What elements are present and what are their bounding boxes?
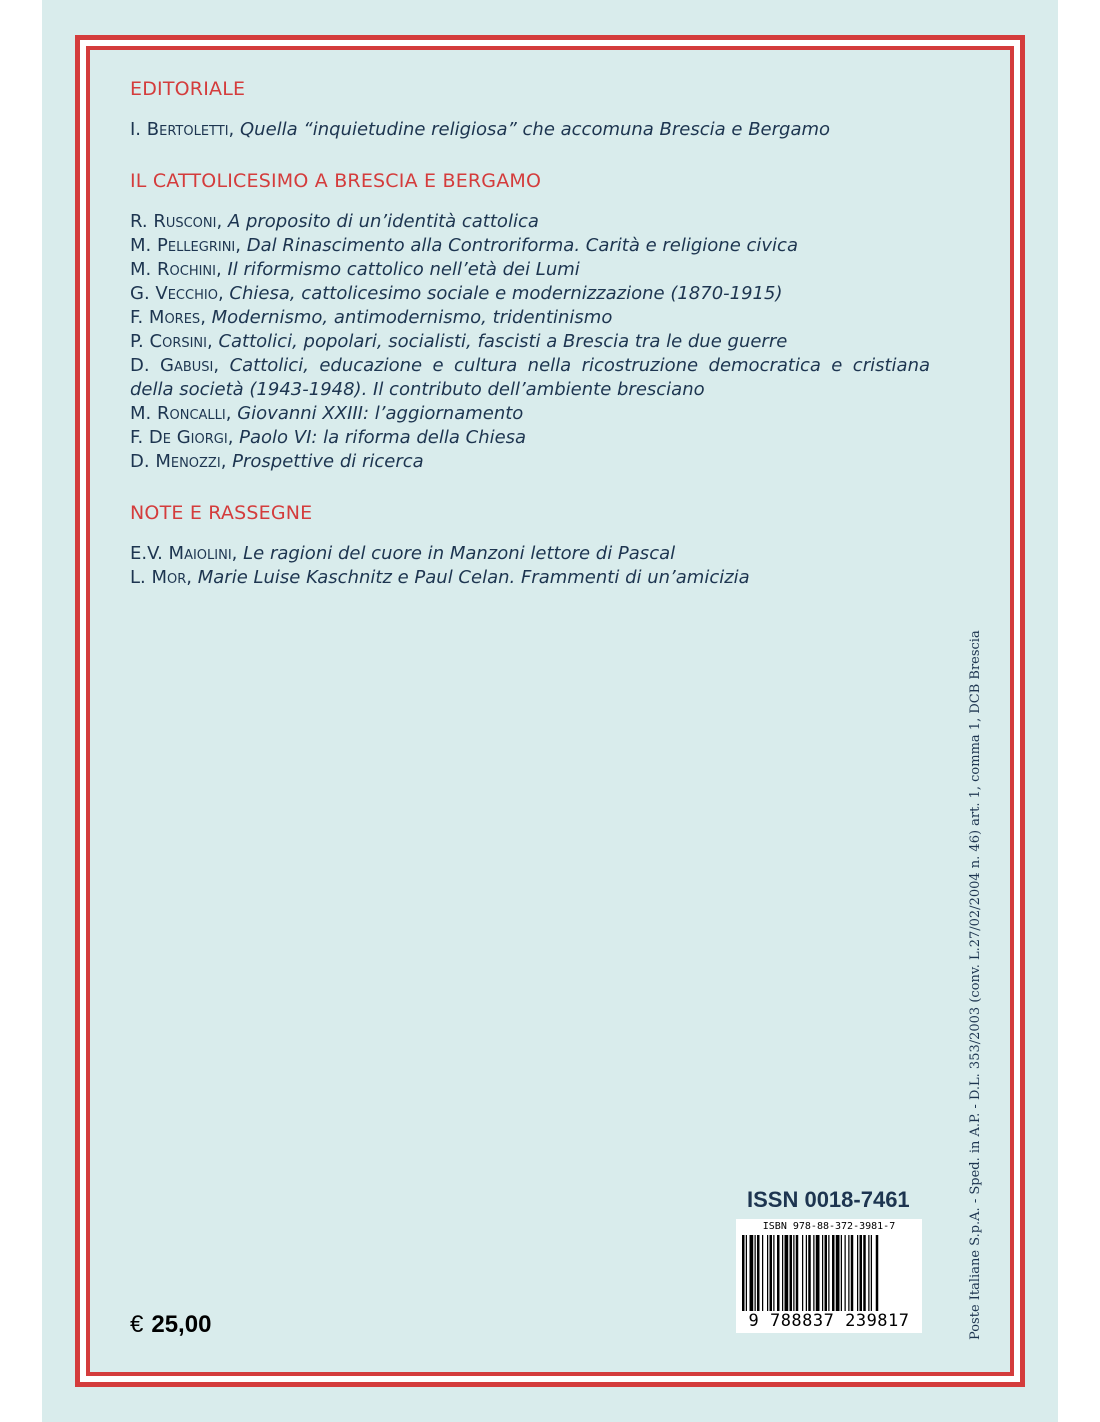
- currency-symbol: €: [130, 1311, 144, 1338]
- barcode-bars-icon: [740, 1235, 918, 1313]
- toc-entry: M. Pellegrini, Dal Rinascimento alla Controriforma. Carità e religione civica: [130, 235, 798, 256]
- section-title: NOTE E RASSEGNE: [130, 502, 313, 524]
- toc-entry: F. Mores, Modernismo, antimodernismo, tridentinismo: [130, 307, 613, 328]
- toc-entry: D. Gabusi, Cattolici, educazione e cultura nella ricostruzione democratica e cristiana della società (1943-1948). Il contributo dell’ambiente bresciano: [130, 355, 931, 400]
- toc-entry: E.V. Maiolini, Le ragioni del cuore in Manzoni lettore di Pascal: [130, 543, 676, 564]
- toc-entry: P. Corsini, Cattolici, popolari, socialisti, fascisti a Brescia tra le due guerre: [130, 331, 788, 352]
- section-cattolicesimo: [130, 168, 930, 474]
- toc-entry: L. Mor, Marie Luise Kaschnitz e Paul Celan. Frammenti di un’amicizia: [130, 567, 750, 588]
- section-title: EDITORIALE: [130, 78, 246, 100]
- toc-entry: R. Rusconi, A proposito di un’identità cattolica: [130, 211, 539, 232]
- toc-entry: I. Bertoletti, Quella “inquietudine religiosa” che accomuna Brescia e Bergamo: [130, 119, 831, 140]
- postal-notice: Poste Italiane S.p.A. - Sped. in A.P. - D.L. 353/2003 (conv. L.27/02/2004 n. 46) art. 1, comma 1, DCB Brescia: [968, 630, 983, 1340]
- section-title: IL CATTOLICESIMO A BRESCIA E BERGAMO: [130, 170, 542, 192]
- price: [130, 1311, 211, 1339]
- toc-entry: F. De Giorgi, Paolo VI: la riforma della Chiesa: [130, 427, 527, 448]
- section-note-rassegne: [130, 500, 930, 590]
- price-amount: 25,00: [151, 1311, 212, 1338]
- toc-entry: M. Roncalli, Giovanni XXIII: l’aggiornamento: [130, 403, 524, 424]
- ean-number: 9 788837 239817: [748, 1311, 910, 1331]
- isbn-label: ISBN 978-88-372-3981-7: [762, 1221, 896, 1232]
- section-editoriale: [130, 76, 930, 142]
- issn-label: ISSN 0018-7461: [747, 1187, 910, 1212]
- toc-entry: G. Vecchio, Chiesa, cattolicesimo sociale e modernizzazione (1870-1915): [130, 283, 783, 304]
- table-of-contents: [130, 76, 930, 616]
- toc-entry: M. Rochini, Il riformismo cattolico nell’età dei Lumi: [130, 259, 580, 280]
- toc-entry: D. Menozzi, Prospettive di ricerca: [130, 451, 424, 472]
- barcode: [736, 1219, 922, 1333]
